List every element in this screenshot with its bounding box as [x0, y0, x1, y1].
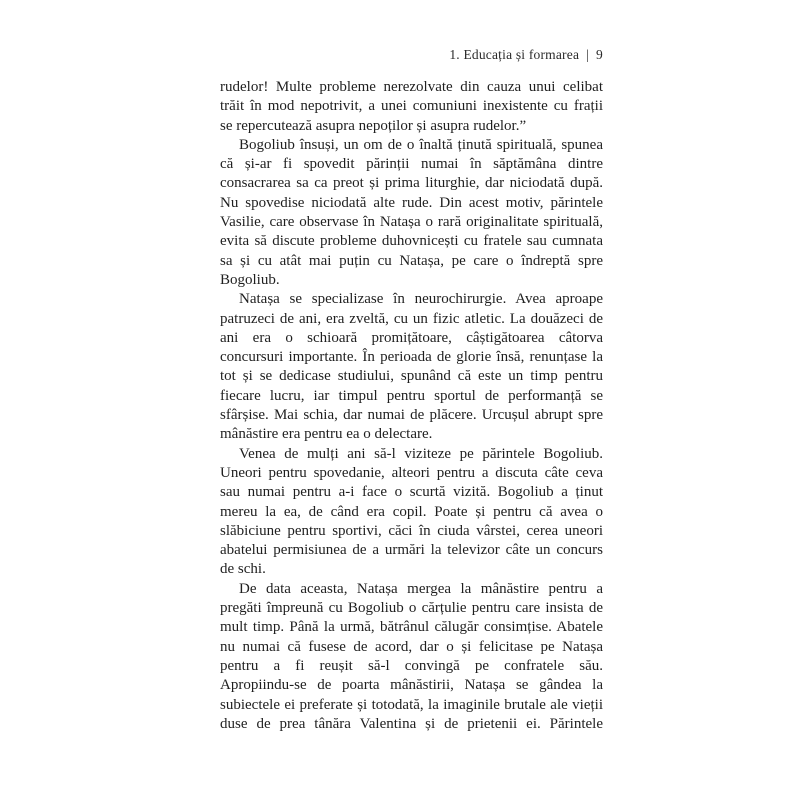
text-line: trăit în mod nepotrivit, a unei comuniuni inexistente cu frații [220, 98, 603, 115]
paragraph [220, 580, 603, 734]
paragraph [220, 78, 603, 136]
text-line: mânăstire era pentru ea o delectare. [220, 426, 433, 443]
text-line: patruzeci de ani, era zveltă, cu un fizic atletic. La douăzeci de [220, 310, 603, 327]
text-line: subiectele ei preferate și totodată, la imaginile brutale ale vieții [220, 696, 603, 713]
paragraph [220, 445, 603, 580]
chapter-title: 1. Educația și formarea [449, 47, 580, 62]
text-line: ani era o schioară promițătoare, câștigătoarea câtorva [220, 329, 603, 346]
text-line: de schi. [220, 561, 266, 578]
paragraph [220, 136, 603, 290]
text-line: mult timp. Până la urmă, bătrânul călugăr consimțise. Abatele [220, 619, 603, 636]
text-line: consacrarea sa ca preot și prima liturghie, dar niciodată după. [220, 175, 603, 192]
text-line: Venea de mulți ani să-l viziteze pe părintele Bogoliub. [239, 445, 603, 462]
text-line: nu numai că fusese de acord, dar o și felicitase pe Natașa [220, 638, 603, 655]
text-line: Uneori pentru spovedanie, alteori pentru a discuta câte ceva [220, 464, 603, 481]
running-header [220, 47, 603, 63]
text-line: că și-ar fi spovedit părinții numai în săptămâna dintre [220, 156, 603, 173]
text-line: mereu la ea, de când era copil. Poate și pentru că avea o [220, 503, 603, 520]
text-line: Bogoliub. [220, 271, 280, 288]
text-line: evita să discute probleme duhovnicești cu fratele sau cumnata [220, 233, 603, 250]
text-line: Natașa se specializase în neurochirurgie. Avea aproape [239, 291, 603, 308]
text-line: tot și se dedicase studiului, spunând că este un timp pentru [220, 368, 603, 385]
text-line: sfârșise. Mai schia, dar numai de plăcere. Urcușul abrupt spre [220, 407, 603, 424]
text-line: rudelor! Multe probleme nerezolvate din cauza unui celibat [220, 79, 603, 95]
text-line: concursuri importante. În perioada de glorie însă, renunțase la [220, 349, 603, 366]
text-line: sa și cu atât mai puțin cu Natașa, pe care o îndreptă spre [220, 252, 603, 269]
text-line: se repercutează asupra nepoților și asupra rudelor.” [220, 117, 527, 134]
text-line: Bogoliub însuși, un om de o înaltă ținută spirituală, spunea [239, 136, 603, 153]
body-text [220, 78, 603, 734]
header-separator: | [586, 47, 590, 62]
text-line: De data aceasta, Natașa mergea la mânăstire pentru a [239, 580, 603, 597]
text-line: pentru a fi reușit să-l convingă pe confratele său. [220, 657, 603, 674]
text-line: duse de prea tânăra Valentina și de prietenii ei. Părintele [220, 715, 603, 732]
text-line: slăbiciune pentru sportivi, căci în ciuda vârstei, cerea uneori [220, 522, 603, 539]
text-line: Nu spovedise niciodată alte rude. Din acest motiv, părintele [220, 194, 603, 211]
text-line: abatelui permisiunea de a urmări la televizor câte un concurs [220, 542, 603, 559]
text-line: sau numai pentru a-i face o scurtă vizită. Bogoliub a ținut [220, 484, 603, 501]
text-line: Apropiindu-se de poarta mânăstirii, Natașa se gândea la [220, 677, 603, 694]
text-line: fiecare lucru, iar timpul pentru sportul de performanță se [220, 387, 603, 404]
text-line: Vasilie, care observase în Natașa o rară originalitate spirituală, [220, 214, 603, 231]
text-line: pregăti împreună cu Bogoliub o cărțulie pentru care insista de [220, 600, 603, 617]
page-number: 9 [596, 47, 603, 62]
paragraph [220, 290, 603, 444]
